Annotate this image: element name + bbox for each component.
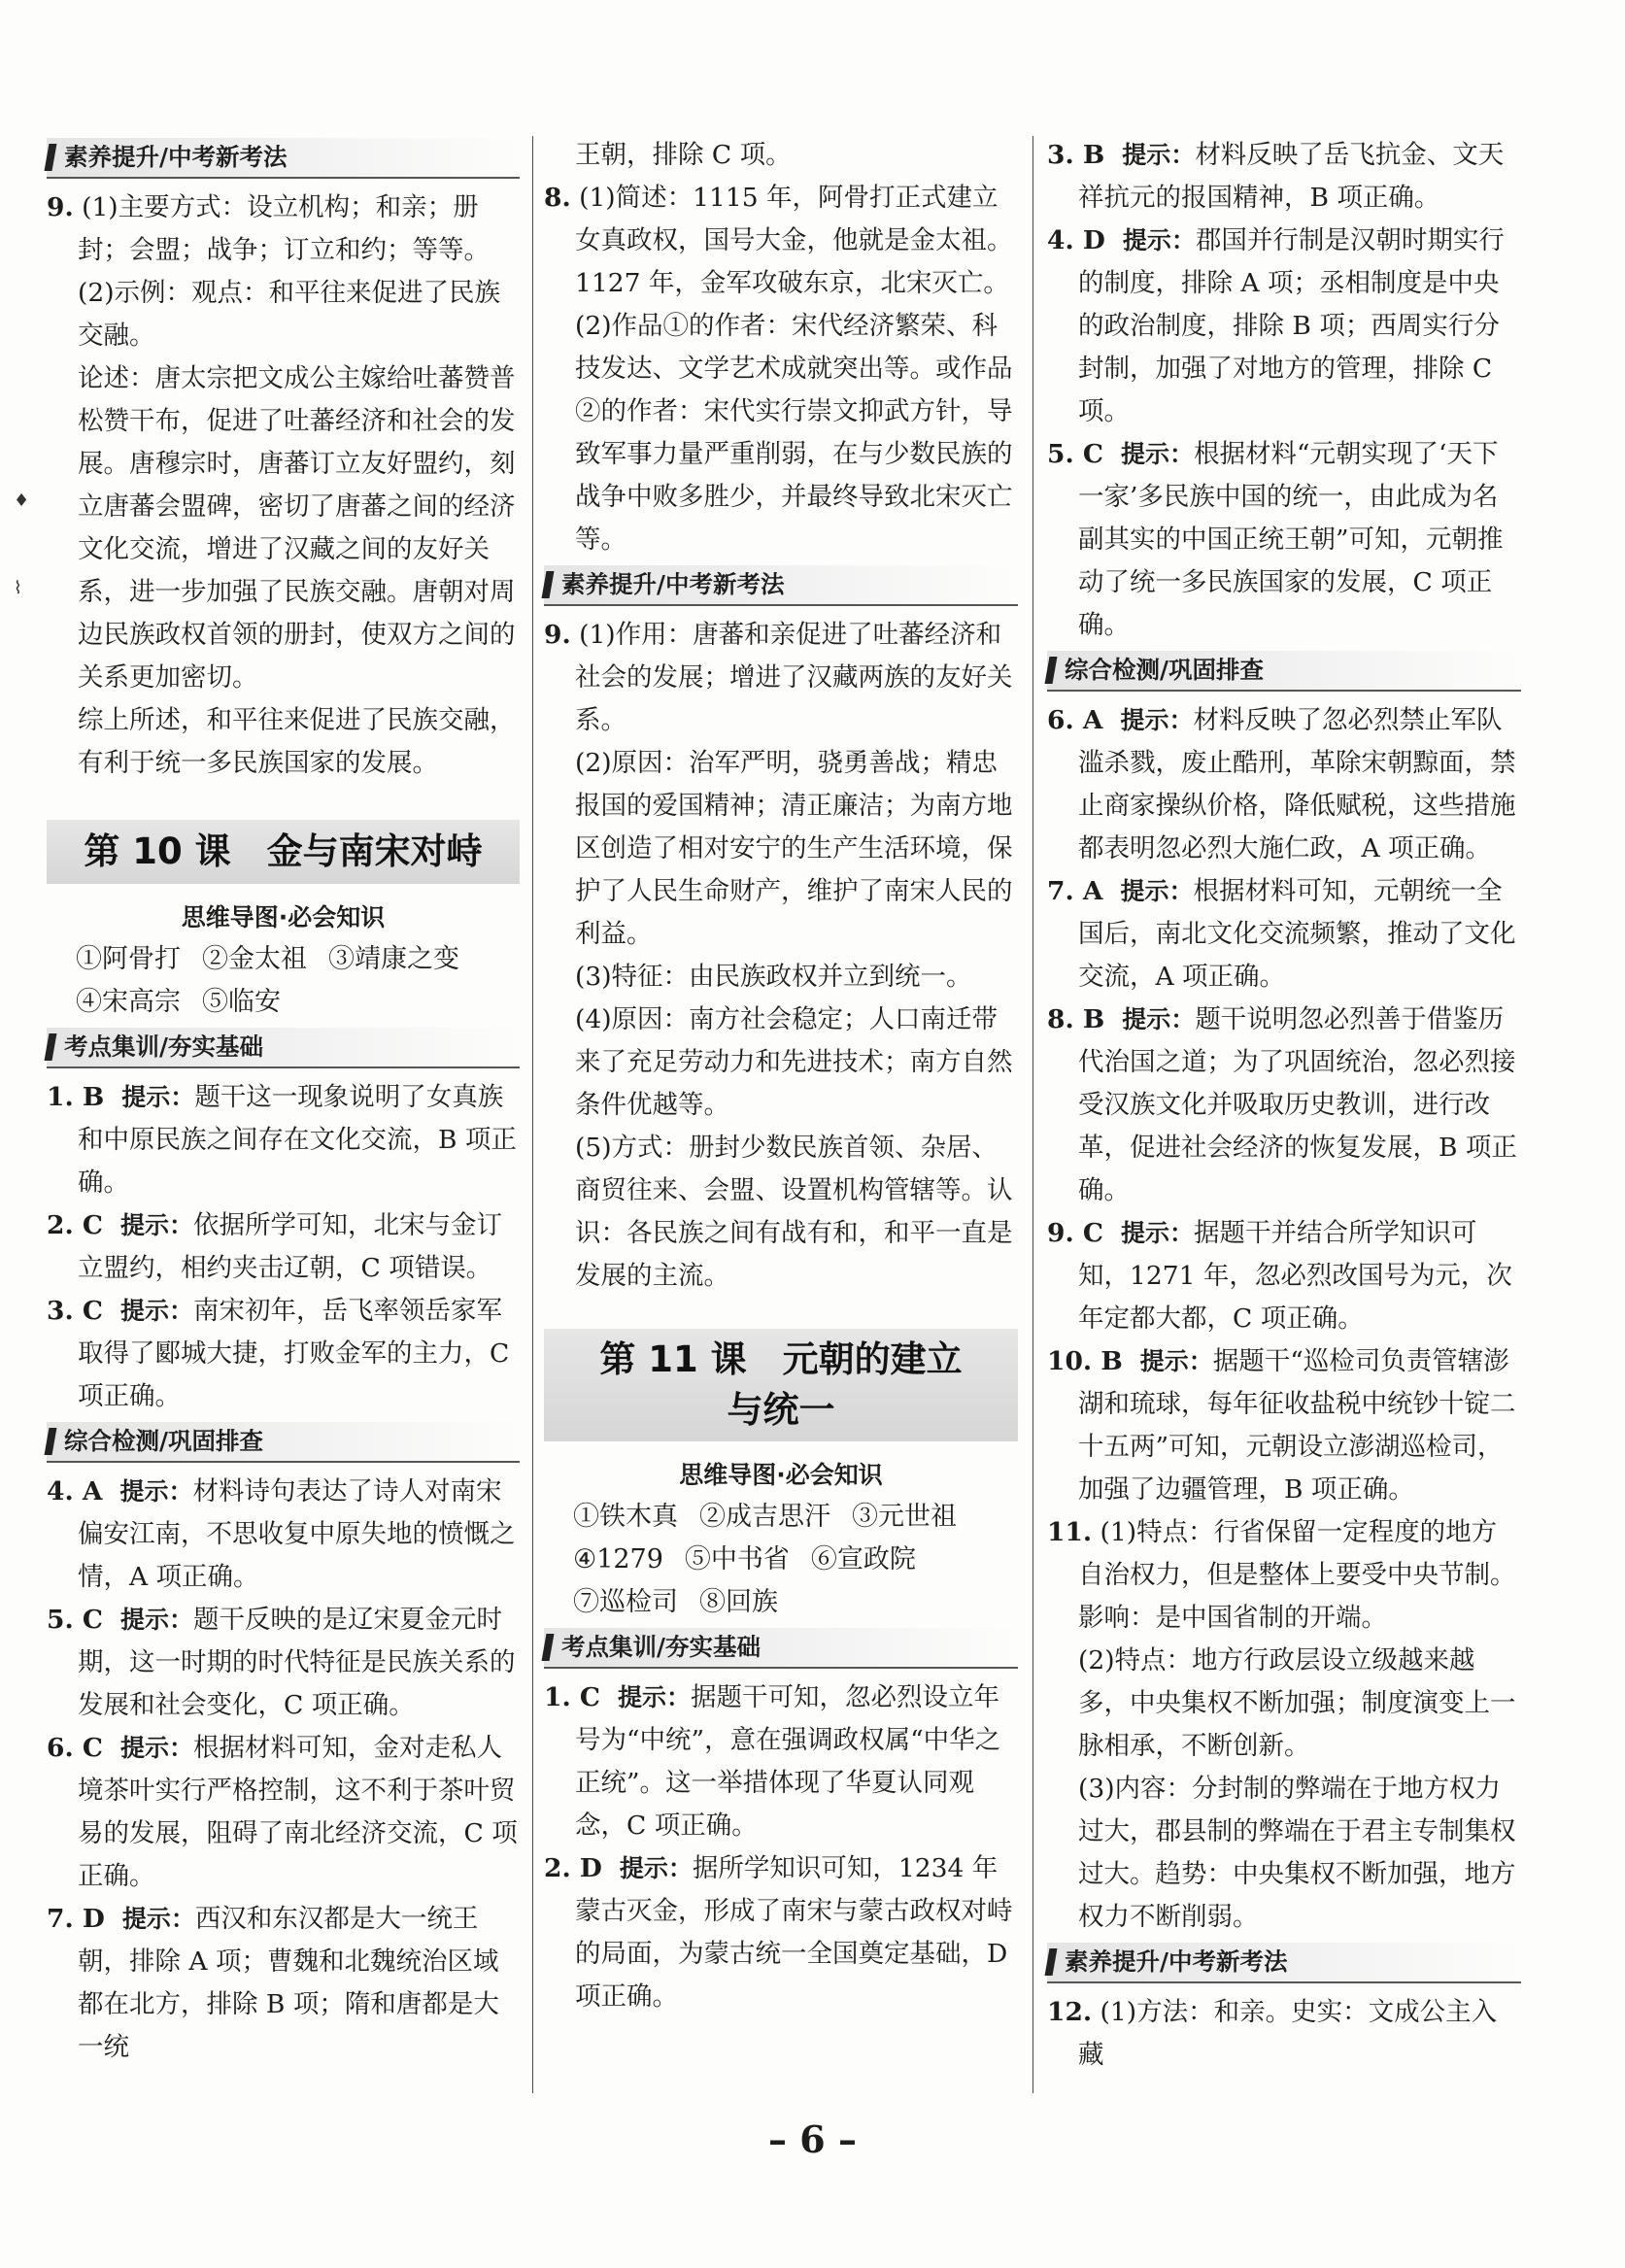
keyword: ④宋高宗 [76, 987, 181, 1017]
question-number: 9. [47, 192, 74, 222]
hint-label: 提示： [119, 1606, 193, 1634]
question-9 [544, 614, 1018, 742]
keyword: ⑤中书省 [684, 1544, 790, 1574]
continued-text: 王朝，排除 C 项。 [575, 140, 792, 170]
answer-text: 综上所述，和平往来促进了民族交融，有利于统一多民族国家的发展。 [78, 705, 516, 778]
keyword-row [544, 1581, 1018, 1624]
question-item [47, 1898, 520, 2069]
answer-text: (1)主要方式：设立机构；和亲；册封；会盟；战争；订立和约；等等。 [78, 192, 490, 265]
question-item [47, 1471, 520, 1599]
answer-text: 南宋初年，岳飞率领岳家军取得了郾城大捷，打败金军的主力，C项正确。 [78, 1296, 510, 1411]
answer-text: (2)特点：地方行政层设立级越来越多，中央集权不断加强；制度演变上一脉相承，不断创新。 [1078, 1645, 1516, 1761]
keyword: ①阿骨打 [76, 944, 181, 974]
answer-text: (3)特征：由民族政权并立到统一。 [575, 962, 972, 992]
answer-text: 材料诗句表达了诗人对南宋偏安江南，不思收复中原失地的愤慨之情，A 项正确。 [78, 1476, 516, 1592]
keyword: ③元世祖 [852, 1502, 957, 1532]
question-number: 10. B [1047, 1346, 1123, 1376]
question-item [47, 1599, 520, 1727]
keyword-row [47, 981, 520, 1024]
margin-mark: ♦ [14, 491, 30, 511]
question-item [1047, 134, 1521, 220]
question-item [1047, 433, 1521, 647]
answer-text: 材料反映了岳飞抗金、文天祥抗元的报国精神，B 项正确。 [1078, 140, 1505, 213]
answer-text: 据题干“巡检司负责管辖澎湖和琉球，每年征收盐税中统钞十锭二十五两”可知，元朝设立澎湖巡检司，加强了边疆管理，B 项正确。 [1078, 1346, 1516, 1505]
keyword: ⑦巡检司 [573, 1587, 678, 1617]
hint-label: 提示： [119, 1477, 193, 1506]
question-number: 3. C [47, 1296, 103, 1326]
hint-label: 提示： [119, 1734, 193, 1762]
hint-label: 提示： [1122, 1005, 1196, 1033]
page-number: – 6 – [768, 2117, 857, 2161]
keyword-row [544, 1539, 1018, 1581]
keyword: ②金太祖 [202, 944, 307, 974]
answer-text: (5)方式：册封少数民族首领、杂居、商贸往来、会盟、设置机构管辖等。认识：各民族之间有战有和，和平一直是发展的主流。 [575, 1133, 1013, 1291]
question-item [47, 1290, 520, 1418]
hint-label: 提示： [121, 1905, 195, 1933]
keyword: ④1279 [573, 1544, 663, 1574]
hint-label: 提示： [119, 1297, 193, 1325]
lesson-title-line: 与统一 [727, 1389, 835, 1431]
answer-text: 郡国并行制是汉朝时期实行的制度，排除 A 项；丞相制度是中央的政治制度，排除 B 项；西周实行分封制，加强了对地方的管理，排除 C 项。 [1078, 225, 1505, 426]
lesson-title-line: 第 11 课 元朝的建立 [599, 1338, 963, 1380]
answer-text: (2)示例：观点：和平往来促进了民族交融。 [78, 278, 501, 351]
answer-text: 题干说明忽必烈善于借鉴历代治国之道；为了巩固统治，忽必烈接受汉族文化并吸取历史教训，进行改革，促进社会经济的恢复发展，B 项正确。 [1078, 1004, 1517, 1205]
question-item [47, 1076, 520, 1204]
column-3 [1047, 134, 1521, 2077]
answer-text: 依据所学可知，北宋与金订立盟约，相约夹击辽朝，C 项错误。 [78, 1210, 502, 1283]
answer-text: 根据材料“元朝实现了‘天下一家’多民族中国的统一，由此成为名副其实的中国正统王朝”可知，元朝推动了统一多民族国家的发展，C 项正确。 [1078, 439, 1504, 640]
answer-text: 材料反映了忽必烈禁止军队滥杀戮，废止酷刑，革除宋朝黥面，禁止商家操纵价格，降低赋税，这些措施都表明忽必烈大施仁政，A 项正确。 [1078, 705, 1516, 863]
question-number: 8. [544, 183, 571, 213]
keyword: ②成吉思汗 [699, 1502, 830, 1532]
question-number: 9. [544, 620, 571, 650]
question-item [1047, 999, 1521, 1212]
answer-text: 据题干可知，忽必烈设立年号为“中统”，意在强调政权属“中华之正统”。这一举措体现了华夏认同观念，C 项正确。 [575, 1682, 1001, 1841]
answer-text: 根据材料可知，元朝统一全国后，南北文化交流频繁，推动了文化交流，A 项正确。 [1078, 876, 1516, 992]
keyword: ③靖康之变 [328, 944, 459, 974]
answer-text: 根据材料可知，金对走私人境茶叶实行严格控制，这不利于茶叶贸易的发展，阻碍了南北经济交流，C 项正确。 [78, 1733, 518, 1891]
lesson-title [544, 1329, 1018, 1441]
answer-text: (1)简述：1115 年，阿骨打正式建立女真政权，国号大金，他就是金太祖。1127 年，金军攻破东京，北宋灭亡。 [575, 183, 1013, 298]
question-number: 3. B [1047, 140, 1105, 170]
hint-label: 提示： [1120, 706, 1194, 734]
question-number: 5. C [47, 1605, 103, 1635]
question-8 [544, 177, 1018, 305]
question-number: 2. D [544, 1853, 602, 1883]
answer-text: (2)原因：治军严明，骁勇善战；精忠报国的爱国精神；清正廉洁；为南方地区创造了相对安宁的生产生活环境，保护了人民生命财产，维护了南宋人民的利益。 [575, 748, 1013, 949]
answer-text: 题干这一现象说明了女真族和中原民族之间存在文化交流，B 项正确。 [78, 1082, 517, 1198]
question-number: 11. [1047, 1517, 1093, 1547]
question-item [1047, 699, 1521, 870]
hint-label: 提示： [619, 1854, 693, 1882]
keyword-row [47, 938, 520, 981]
mindmap-heading: 思维导图·必会知识 [679, 1461, 883, 1489]
hint-label: 提示： [1122, 141, 1196, 169]
section-header: 综合检测/巩固排查 [1047, 651, 1521, 692]
question-12 [1047, 1991, 1521, 2077]
question-11 [1047, 1511, 1521, 1640]
section-header: 综合检测/巩固排查 [47, 1422, 520, 1463]
question-item [1047, 1340, 1521, 1511]
question-number: 7. D [47, 1904, 105, 1934]
keyword: ①铁木真 [573, 1502, 678, 1532]
hint-label: 提示： [1139, 1347, 1213, 1375]
hint-label: 提示： [121, 1083, 195, 1111]
question-item [1047, 1212, 1521, 1340]
answer-text: 西汉和东汉都是大一统王朝，排除 A 项；曹魏和北魏统治区域都在北方，排除 B 项；隋和唐都是大一统 [78, 1904, 499, 2062]
hint-label: 提示： [617, 1683, 691, 1711]
question-number: 1. B [47, 1082, 105, 1112]
keyword: ⑥宣政院 [810, 1544, 916, 1574]
answer-text: (1)作用：唐蕃和亲促进了吐蕃经济和社会的发展；增进了汉藏两族的友好关系。 [575, 620, 1013, 735]
question-number: 6. A [1047, 705, 1103, 735]
question-item [544, 1847, 1018, 2018]
question-number: 2. C [47, 1210, 103, 1240]
question-item [1047, 870, 1521, 999]
column-divider [532, 136, 533, 2093]
hint-label: 提示： [1122, 226, 1196, 254]
question-number: 9. C [1047, 1218, 1103, 1248]
question-number: 7. A [1047, 876, 1103, 906]
answer-text: 题干反映的是辽宋夏金元时期，这一时期的时代特征是民族关系的发展和社会变化，C 项正确。 [78, 1605, 516, 1720]
question-item [47, 1727, 520, 1898]
hint-label: 提示： [1120, 1219, 1194, 1247]
lesson-title: 第 10 课 金与南宋对峙 [47, 820, 520, 884]
section-header: 考点集训/夯实基础 [47, 1028, 520, 1068]
question-item [1047, 220, 1521, 433]
answer-text: (3)内容：分封制的弊端在于地方权力过大，郡县制的弊端在于君主专制集权过大。趋势：中央集权不断加强，地方权力不断削弱。 [1078, 1774, 1516, 1932]
question-number: 8. B [1047, 1004, 1105, 1034]
question-item [47, 1204, 520, 1290]
question-number: 6. C [47, 1733, 103, 1763]
question-number: 12. [1047, 1997, 1093, 2027]
question-number: 1. C [544, 1682, 600, 1712]
section-header: 考点集训/夯实基础 [544, 1628, 1018, 1669]
section-header: 素养提升/中考新考法 [1047, 1943, 1521, 1983]
question-item [544, 1676, 1018, 1847]
keyword: ⑧回族 [699, 1587, 778, 1617]
hint-label: 提示： [1120, 440, 1194, 468]
column-2 [544, 134, 1018, 2018]
answer-text: (1)特点：行省保留一定程度的地方自治权力，但是整体上要受中央节制。影响：是中国省制的开端。 [1078, 1517, 1516, 1633]
answer-text: 论述：唐太宗把文成公主嫁给吐蕃赞普松赞干布，促进了吐蕃经济和社会的发展。唐穆宗时，唐蕃订立友好盟约，刻立唐蕃会盟碑，密切了唐蕃之间的经济文化交流，增进了汉藏之间的友好关系，进一步加强了民族交融。唐朝对周边民族政权首领的册封，使双方之间的关系更加密切。 [78, 363, 516, 693]
question-9 [47, 186, 520, 272]
section-header: 素养提升/中考新考法 [544, 565, 1018, 606]
mindmap-heading: 思维导图·必会知识 [181, 903, 386, 931]
column-1 [47, 134, 520, 2069]
answer-text: (4)原因：南方社会稳定；人口南迁带来了充足劳动力和先进技术；南方自然条件优越等。 [575, 1004, 1013, 1120]
question-number: 4. D [1047, 225, 1105, 255]
question-number: 4. A [47, 1476, 103, 1506]
section-header: 素养提升/中考新考法 [47, 138, 520, 179]
keyword-row [544, 1496, 1018, 1539]
answer-text: 据所学知识可知，1234 年蒙古灭金，形成了南宋与蒙古政权对峙的局面，为蒙古统一全国奠定基础，D 项正确。 [575, 1853, 1013, 2012]
hint-label: 提示： [119, 1211, 193, 1239]
answer-text: (1)方法：和亲。史实：文成公主入藏 [1078, 1997, 1498, 2070]
keyword: ⑤临安 [202, 987, 281, 1017]
answer-text: (2)作品①的作者：宋代经济繁荣、科技发达、文学艺术成就突出等。或作品②的作者：宋代实行崇文抑武方针，导致军事力量严重削弱，在与少数民族的战争中败多胜少，并最终导致北宋灭亡等。 [575, 311, 1013, 555]
margin-mark: ⌇ [14, 578, 22, 598]
answer-text: 据题干并结合所学知识可知，1271 年，忽必烈改国号为元，次年定都大都，C 项正确。 [1078, 1218, 1512, 1334]
question-number: 5. C [1047, 439, 1103, 469]
hint-label: 提示： [1120, 877, 1194, 905]
